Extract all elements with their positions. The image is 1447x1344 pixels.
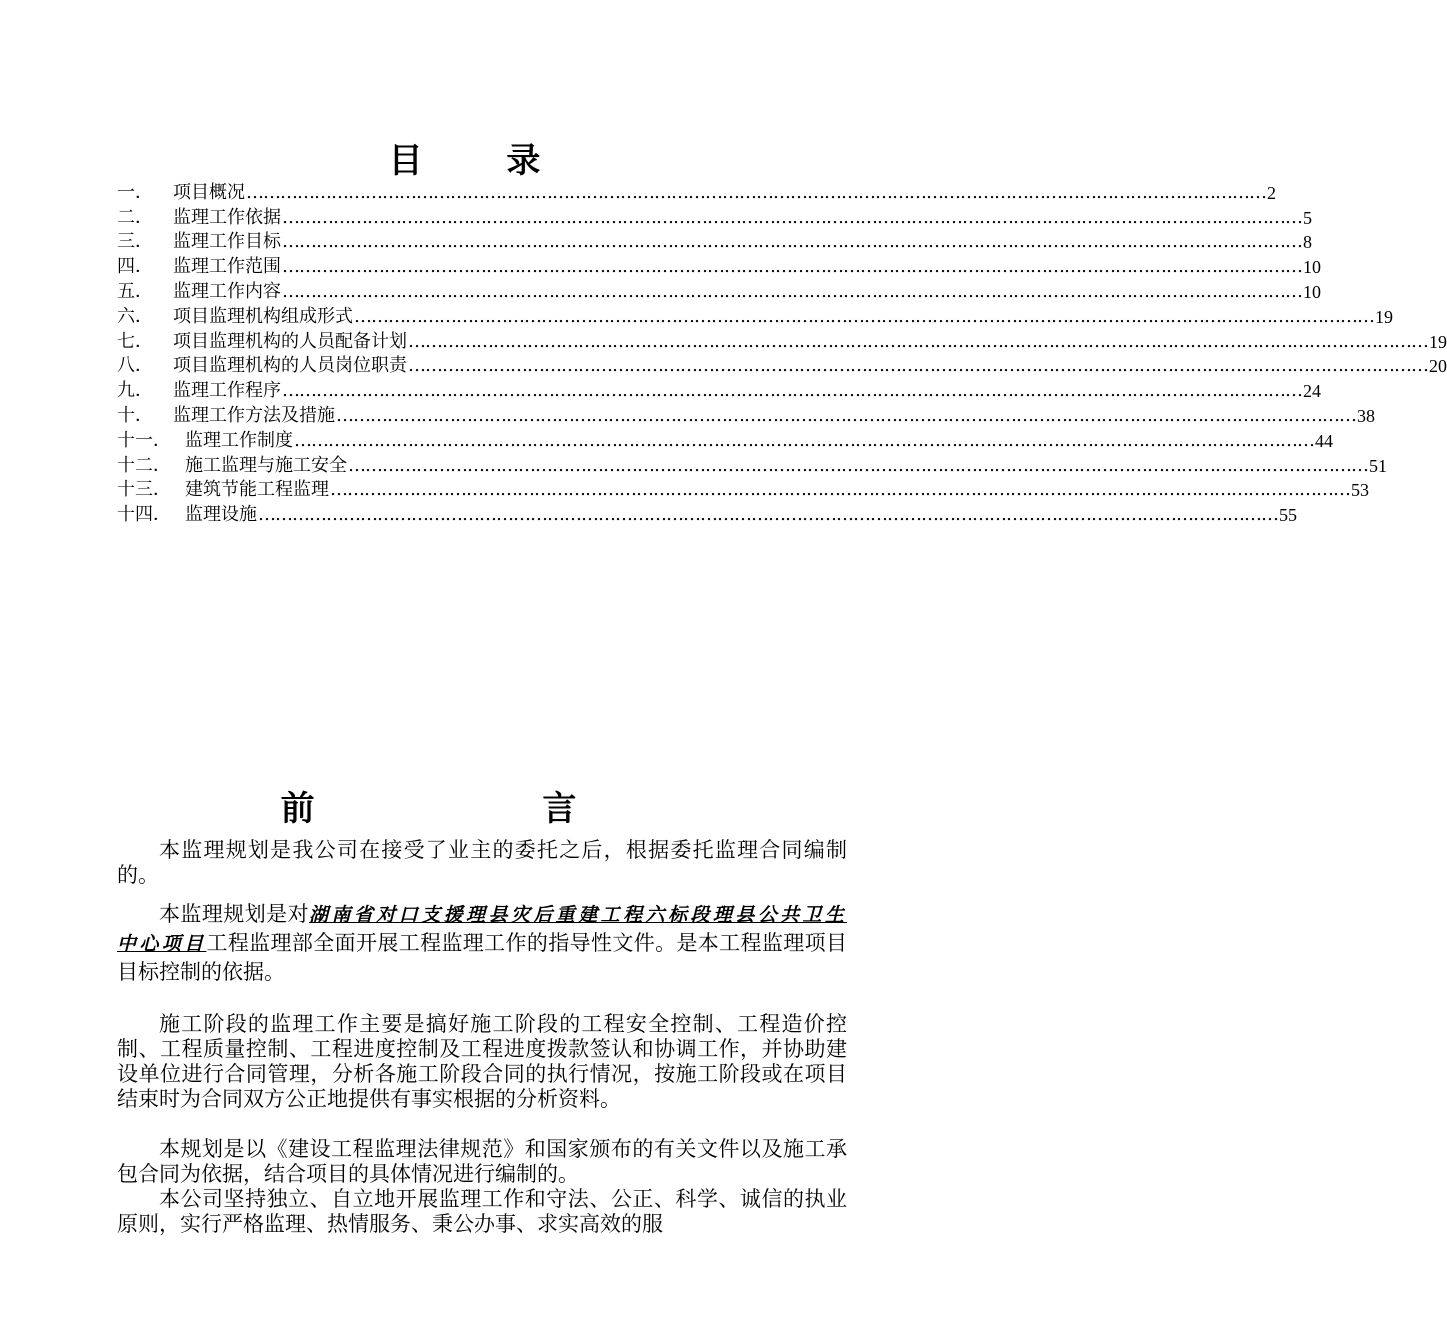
toc-item-number: 五． — [117, 280, 153, 302]
toc-item-number: 一． — [117, 181, 153, 203]
toc-item-number: 十． — [117, 404, 153, 426]
toc-item-label: 项目概况 — [173, 181, 245, 203]
toc-item — [117, 304, 1393, 329]
toc-leader-dots: ……………………………………………………………………………………………………………………………………………………………… — [408, 330, 1428, 352]
preface-paragraph-3: 施工阶段的监理工作主要是搞好施工阶段的工程安全控制、工程造价控制、工程质量控制、工程进度控制及工程进度拨款签认和协调工作，并协助建设单位进行合同管理，分析各施工阶段合同的执行情况，按施工阶段或在项目结束时为合同双方公正地提供有事实根据的分析资料。 — [117, 1012, 847, 1111]
toc-item — [117, 403, 1375, 428]
toc-item-number: 三． — [117, 231, 153, 253]
toc-leader-dots: ……………………………………………………………………………………………………………………………………………………………… — [282, 206, 1302, 228]
toc-item — [117, 378, 1321, 403]
toc-leader-dots: ……………………………………………………………………………………………………………………………………………………………… — [294, 429, 1314, 451]
toc-item-page: 38 — [1357, 405, 1375, 426]
toc-item-label: 项目监理机构的人员配备计划 — [173, 330, 407, 352]
toc-item-number: 九． — [117, 380, 153, 402]
toc-item-number: 二． — [117, 206, 153, 228]
toc-title: 目 录 — [388, 141, 577, 181]
toc-item-page: 8 — [1303, 232, 1312, 253]
toc-item-label: 监理工作制度 — [185, 429, 293, 451]
toc-item — [117, 329, 1447, 354]
toc-item-page: 44 — [1315, 430, 1333, 451]
toc-item-label: 监理工作范围 — [173, 256, 281, 278]
toc-leader-dots: ……………………………………………………………………………………………………………………………………………………………… — [282, 256, 1302, 278]
toc-item-number: 十四． — [117, 504, 171, 526]
preface-paragraph-2 — [117, 900, 847, 986]
toc-item — [117, 478, 1369, 503]
toc-item — [117, 205, 1312, 230]
toc-leader-dots: ……………………………………………………………………………………………………………………………………………………………… — [246, 181, 1266, 203]
toc-item-label: 项目监理机构组成形式 — [173, 305, 353, 327]
toc-item-label: 建筑节能工程监理 — [185, 479, 329, 501]
toc-item-page: 5 — [1303, 207, 1312, 228]
toc-item-number: 六． — [117, 305, 153, 327]
toc-item-label: 监理工作内容 — [173, 280, 281, 302]
toc-item — [117, 453, 1387, 478]
toc-leader-dots: ……………………………………………………………………………………………………………………………………………………………… — [330, 479, 1350, 501]
toc-item — [117, 502, 1297, 527]
toc-item-page: 19 — [1429, 331, 1447, 352]
toc-leader-dots: ……………………………………………………………………………………………………………………………………………………………… — [282, 380, 1302, 402]
toc-leader-dots: ……………………………………………………………………………………………………………………………………………………………… — [354, 305, 1374, 327]
toc-item-label: 施工监理与施工安全 — [185, 454, 347, 476]
toc-item — [117, 230, 1312, 255]
toc-item-page: 10 — [1303, 257, 1321, 278]
preface-title: 前 言 — [280, 789, 685, 829]
toc-item-label: 监理工作依据 — [173, 206, 281, 228]
toc-item — [117, 254, 1321, 279]
toc-item-number: 十一． — [117, 429, 171, 451]
toc-item — [117, 428, 1333, 453]
toc-item-number: 八． — [117, 355, 153, 377]
toc-item-page: 19 — [1375, 306, 1393, 327]
toc-item — [117, 279, 1321, 304]
toc-item-page: 20 — [1429, 356, 1447, 377]
toc-item-label: 监理工作方法及措施 — [173, 404, 335, 426]
toc-item-page: 51 — [1369, 455, 1387, 476]
paragraph-2-suffix: 工程监理部全面开展工程监理工作的指导性文件。是本工程监理项目目标控制的依据。 — [117, 931, 847, 984]
toc-item-label: 监理设施 — [185, 504, 257, 526]
toc-item — [117, 354, 1447, 379]
table-of-contents — [117, 180, 1447, 527]
toc-leader-dots: ……………………………………………………………………………………………………………………………………………………………… — [348, 454, 1368, 476]
toc-leader-dots: ……………………………………………………………………………………………………………………………………………………………… — [336, 404, 1356, 426]
toc-item-page: 24 — [1303, 381, 1321, 402]
toc-leader-dots: ……………………………………………………………………………………………………………………………………………………………… — [408, 355, 1428, 377]
project-name: 湖南省对口支援理县灾后重建工程六标段理县公共卫生中心项目 — [117, 904, 847, 955]
toc-item-page: 10 — [1303, 281, 1321, 302]
toc-item-number: 十二． — [117, 454, 171, 476]
toc-item-label: 项目监理机构的人员岗位职责 — [173, 355, 407, 377]
preface-paragraph-1: 本监理规划是我公司在接受了业主的委托之后，根据委托监理合同编制的。 — [117, 838, 847, 887]
paragraph-2-prefix: 本监理规划是对 — [159, 902, 310, 926]
toc-leader-dots: ……………………………………………………………………………………………………………………………………………………………… — [282, 231, 1302, 253]
toc-item-label: 监理工作程序 — [173, 380, 281, 402]
toc-item-page: 53 — [1351, 480, 1369, 501]
toc-item-number: 四． — [117, 256, 153, 278]
toc-item-number: 七． — [117, 330, 153, 352]
toc-item-page: 55 — [1279, 505, 1297, 526]
toc-item-number: 十三． — [117, 479, 171, 501]
preface-paragraph-5: 本公司坚持独立、自立地开展监理工作和守法、公正、科学、诚信的执业原则，实行严格监理、热情服务、秉公办事、求实高效的服 — [117, 1187, 847, 1236]
toc-item-label: 监理工作目标 — [173, 231, 281, 253]
toc-leader-dots: ……………………………………………………………………………………………………………………………………………………………… — [258, 504, 1278, 526]
preface-paragraph-4: 本规划是以《建设工程监理法律规范》和国家颁布的有关文件以及施工承包合同为依据，结合项目的具体情况进行编制的。 — [117, 1137, 847, 1186]
toc-leader-dots: ……………………………………………………………………………………………………………………………………………………………… — [282, 280, 1302, 302]
toc-item-page: 2 — [1267, 182, 1276, 203]
toc-item — [117, 180, 1276, 205]
